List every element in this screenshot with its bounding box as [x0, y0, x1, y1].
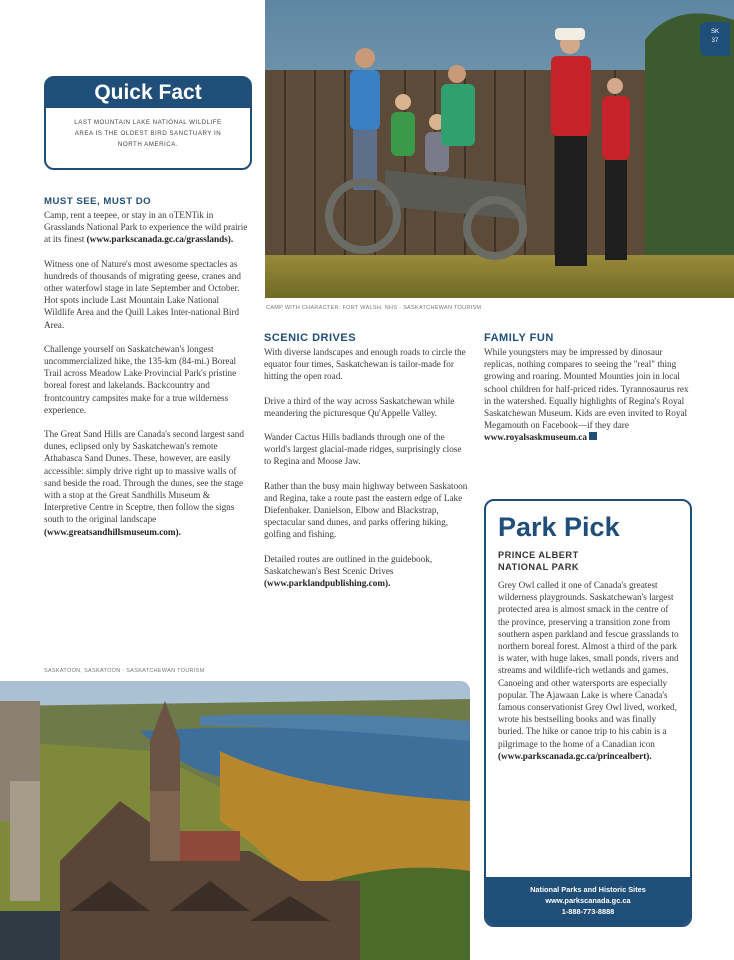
page-tab-section: SK	[710, 29, 719, 35]
end-mark-icon	[589, 432, 597, 440]
must-see-body	[44, 209, 250, 550]
footer-website[interactable]: www.parkscanada.gc.ca	[545, 896, 631, 905]
must-see-heading: MUST SEE, MUST DO	[44, 196, 152, 207]
scenic-p5: Detailed routes are outlined in the guidebook, Saskatchewan's Best Scenic Drives	[264, 553, 433, 576]
park-pick-sub1: PRINCE ALBERT	[498, 550, 579, 560]
park-pick-box	[484, 499, 692, 927]
park-pick-footer	[486, 877, 690, 925]
parkland-link[interactable]: (www.parklandpublishing.com).	[264, 578, 391, 589]
scenic-p1: With diverse landscapes and enough roads to circle the equator four times, Saskatchewan is tailor-made for hitting the open road.	[264, 347, 466, 382]
park-pick-body	[486, 573, 690, 762]
prince-albert-link[interactable]: (www.parkscanada.gc.ca/princealbert).	[498, 750, 652, 761]
family-body	[484, 346, 690, 456]
footer-org: National Parks and Historic Sites	[530, 885, 646, 894]
park-pick-text: Grey Owl called it one of Canada's greatest wilderness playgrounds. Saskatchewan's largest protected area is almost smack in the centre of the province, preserving a transition zone from southern aspen parkland and fescue grasslands to northern boreal forest. Almost a third of the park is water, with huge lakes, small ponds, rivers and streams and wildlife-rich wetlands and games. Canoeing and other watersports are especially popular. The Ajawaan Lake is where Canada's famous conservationist Grey Owl lived, worked, wrote his bestselling books and was finally buried. The hike or canoe trip to his cabin is a pilgrimage to the home of a Canadian icon	[498, 580, 679, 749]
footer-phone: 1-888-773-8888	[561, 907, 615, 916]
park-pick-sub2: NATIONAL PARK	[498, 562, 580, 572]
must-see-p1: Camp, rent a teepee, or stay in an oTENTik in Grasslands National Park to experience the wild prairie at its finest	[44, 210, 248, 245]
quick-fact-text: LAST MOUNTAIN LAKE NATIONAL WILDLIFE AREA IS THE OLDEST BIRD SANCTUARY IN NORTH AMERICA.	[74, 119, 222, 148]
must-see-p2: Witness one of Nature's most awesome spectacles as hundreds of thousands of migrating geese, cranes and other waterfowl stage in late September and October. Hot spots include Last Mountain Lake National Wildlife Area and the Quill Lakes Inter-national Bird Area.	[44, 258, 241, 330]
park-pick-title: Park Pick	[498, 512, 620, 542]
family-heading: FAMILY FUN	[484, 332, 554, 344]
grasslands-link[interactable]: (www.parkscanada.gc.ca/grasslands).	[86, 234, 234, 245]
family-p1: While youngsters may be impressed by dinosaur replicas, nothing compares to seeing the "real" thing growing and roaring. Mounted Mounties join in local school children for half-priced rides. Tyrannosaurus rex in the watershed. Equally highlights of Regina's Royal Saskatchewan Museum. Kids are even invited to Royal Megamouth on Facebook—if they dare	[484, 347, 689, 431]
park-pick-subtitle	[486, 543, 690, 573]
scenic-p3: Wander Cactus Hills badlands through one of the world's largest glacial-made ridges, surprisingly close to Regina and Moose Jaw.	[264, 432, 462, 467]
quick-fact-heading: Quick Fact	[46, 78, 250, 108]
scenic-body	[264, 346, 470, 601]
page-number-tab	[700, 22, 730, 56]
royal-museum-link[interactable]: www.royalsaskmuseum.ca	[484, 432, 587, 443]
page-tab-number: 37	[711, 38, 719, 44]
scenic-heading: SCENIC DRIVES	[264, 332, 357, 344]
sandhills-link[interactable]: (www.greatsandhillsmuseum.com).	[44, 526, 181, 537]
must-see-p3: Challenge yourself on Saskatchewan's longest uncommercialized hike, the 135-km (84-mi.) Boreal Trail across Meadow Lake Provincial Park's pristine boreal forest and lakelands. Backcountry and frontcountry campsites make for a true wilderness experience.	[44, 343, 237, 415]
bottom-photo-caption: SASKATOON, SASKATOON · SASKATCHEWAN TOURISM	[44, 668, 205, 674]
quick-fact-box	[44, 76, 252, 170]
top-photo-caption: CAMP WITH CHARACTER: FORT WALSH, NHS · SASKATCHEWAN TOURISM	[266, 305, 482, 311]
fort-walsh-photo	[265, 0, 734, 298]
must-see-p4: The Great Sand Hills are Canada's second largest sand dunes, eclipsed only by Saskatchewan's remote Athabasca Sand Dunes. These, however, are easily accessible: simply drive right up to massive walls of sand beside the road. Through the dunes, see the stage with a stop at the Great Sandhills Museum & Interpretive Centre in Sceptre, then follow the signs south to the original landscape	[44, 429, 244, 525]
scenic-p2: Drive a third of the way across Saskatchewan while meandering the picturesque Qu'Appelle Valley.	[264, 395, 455, 418]
saskatoon-photo	[0, 681, 470, 960]
scenic-p4: Rather than the busy main highway between Saskatoon and Regina, take a route past the eastern edge of Lake Diefenbaker. Danielson, Elbow and Blackstrap, spectacular sand dunes, and parks offering hiking, golfing and fishing.	[264, 480, 468, 540]
